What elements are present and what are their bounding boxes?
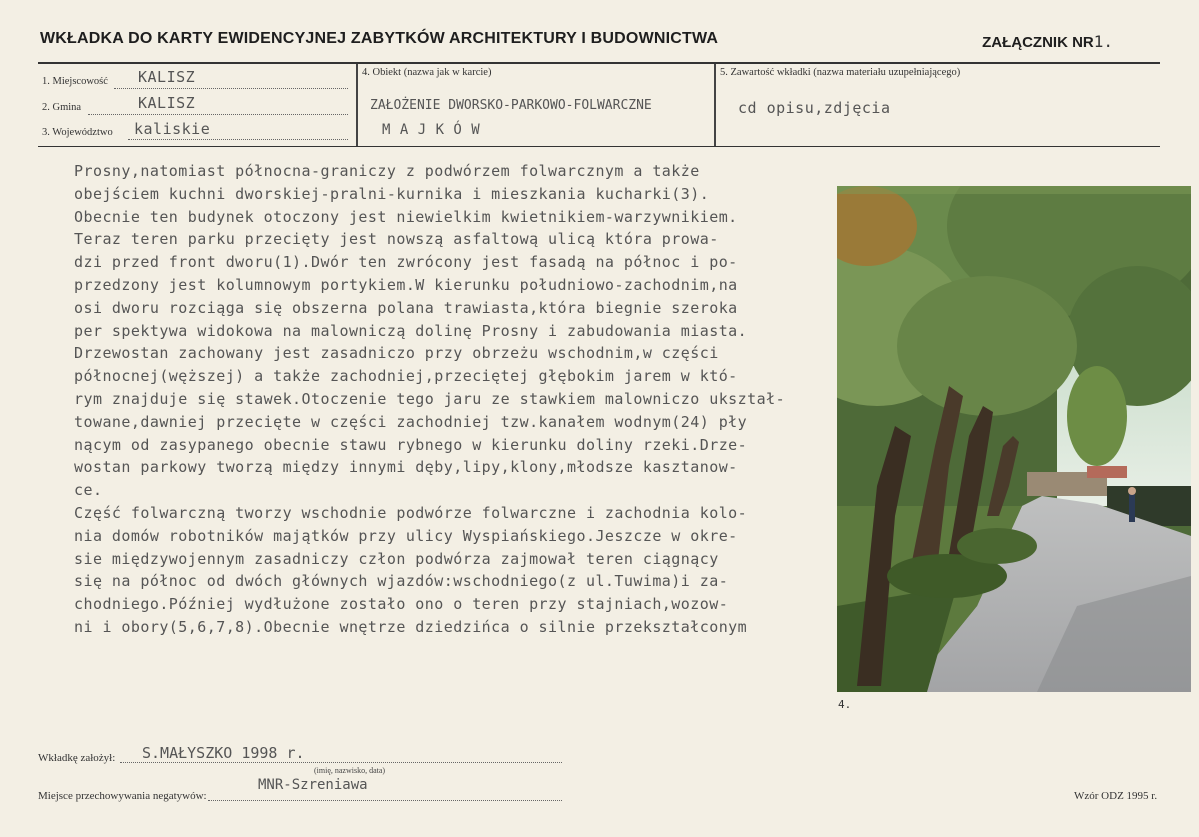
description-line: rym znajduje się stawek.Otoczenie tego jaru ze stawkiem malowniczo ukształ- <box>74 389 786 408</box>
obiekt-label: 4. Obiekt (nazwa jak w karcie) <box>362 67 492 78</box>
gmina-line <box>88 114 348 115</box>
gmina-label: 2. Gmina <box>42 102 82 113</box>
zalozyl-label: Wkładkę założył: <box>38 752 116 764</box>
description-line: chodniego.Później wydłużone zostało ono o teren przy stajniach,wozow- <box>74 595 729 614</box>
zawartosc-label: 5. Zawartość wkładki (nazwa materiału uzupełniającego) <box>720 67 961 78</box>
miejscowosc-value: KALISZ <box>138 68 196 86</box>
form-code: Wzór ODZ 1995 r. <box>1074 790 1158 802</box>
photo-image <box>837 186 1191 692</box>
description-line: Teraz teren parku przecięty jest nowszą asfaltową ulicą która prowa- <box>74 230 719 249</box>
obiekt-value-location: M A J K Ó W <box>382 122 481 138</box>
annex-label-text: ZAŁĄCZNIK NR <box>982 34 1094 51</box>
table-divider <box>714 64 716 146</box>
description-line: obejściem kuchni dworskiej-pralni-kurnika i mieszkania kucharki(3). <box>74 184 710 203</box>
zalozyl-value: S.MAŁYSZKO 1998 r. <box>142 744 305 762</box>
description-line: się na północ od dwóch głównych wjazdów:wschodniego(z ul.Tuwima)i za- <box>74 572 729 591</box>
description-line: towane,dawniej przecięte w części zachodniej tzw.kanałem wodnym(24) pły <box>74 412 748 431</box>
header-table <box>38 62 1160 147</box>
negatywy-label: Miejsce przechowywania negatywów: <box>38 790 207 802</box>
description-line: Część folwarczną tworzy wschodnie podwórze folwarczne i zachodnia kolo- <box>74 503 748 522</box>
description-text <box>74 160 834 639</box>
annex-number: 1. <box>1093 32 1113 51</box>
description-line: osi dworu rozciąga się obszerna polana trawiasta,która biegnie szeroka <box>74 298 738 317</box>
description-line: ce. <box>74 481 103 500</box>
wojewodztwo-label: 3. Województwo <box>42 127 113 138</box>
description-line: nia domów robotników majątków przy ulicy Wyspiańskiego.Jeszcze w okre- <box>74 526 738 545</box>
zalozyl-hint: (imię, nazwisko, data) <box>314 766 386 775</box>
description-line: nącym od zasypanego obecnie stawu rybnego w kierunku doliny rzeki.Drze- <box>74 435 748 454</box>
annex-label <box>982 32 1113 51</box>
description-line: dzi przed front dworu(1).Dwór ten zwrócony jest fasadą na północ i po- <box>74 253 738 272</box>
obiekt-value: ZAŁOŻENIE DWORSKO-PARKOWO-FOLWARCZNE <box>370 98 652 113</box>
zawartosc-value: cd opisu,zdjęcia <box>738 99 891 117</box>
description-line: przedzony jest kolumnowym portykiem.W kierunku południowo-zachodnim,na <box>74 275 738 294</box>
description-line: Obecnie ten budynek otoczony jest niewielkim kwietnikiem-warzywnikiem. <box>74 207 738 226</box>
negatywy-line <box>208 800 562 801</box>
gmina-value: KALISZ <box>138 94 196 112</box>
wojewodztwo-value: kaliskie <box>134 120 211 138</box>
zalozyl-line <box>120 762 562 763</box>
park-alley-photo <box>837 186 1191 692</box>
description-line: północnej(węższej) a także zachodniej,przeciętej głębokim jarem w któ- <box>74 367 738 386</box>
description-line: Drzewostan zachowany jest zasadniczo przy obrzeżu wschodnim,w części <box>74 344 719 363</box>
miejscowosc-label: 1. Miejscowość <box>42 76 108 87</box>
description-line: Prosny,natomiast północna-graniczy z podwórzem folwarcznym a także <box>74 162 700 180</box>
photo-caption: 4. <box>838 698 852 711</box>
description-line: per spektywa widokowa na malowniczą dolinę Prosny i zabudowania miasta. <box>74 321 748 340</box>
description-line: sie międzywojennym zasadniczy człon podwórza zajmował teren ciągnący <box>74 549 719 568</box>
description-line: ni i obory(5,6,7,8).Obecnie wnętrze dziedzińca o silnie przekształconym <box>74 617 748 636</box>
form-title: WKŁADKA DO KARTY EWIDENCYJNEJ ZABYTKÓW ARCHITEKTURY I BUDOWNICTWA <box>40 30 719 47</box>
table-divider <box>356 64 358 146</box>
wojewodztwo-line <box>128 139 348 140</box>
description-line: wostan parkowy tworzą między innymi dęby,lipy,klony,młodsze kasztanow- <box>74 458 738 477</box>
miejscowosc-line <box>114 88 348 89</box>
negatywy-value: MNR-Szreniawa <box>258 777 368 793</box>
